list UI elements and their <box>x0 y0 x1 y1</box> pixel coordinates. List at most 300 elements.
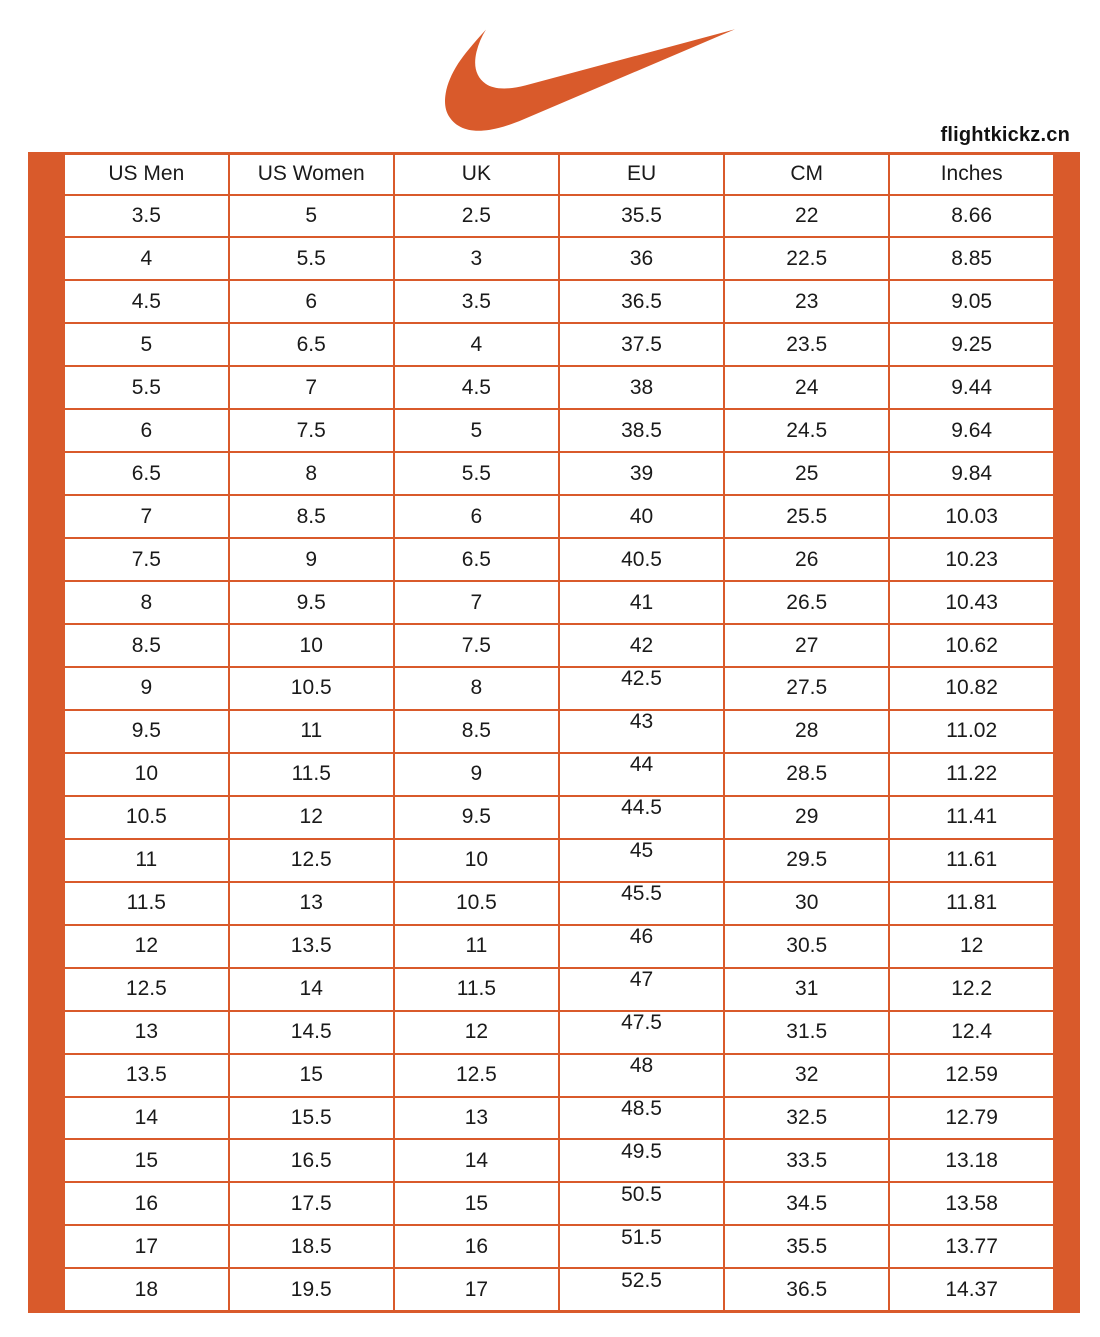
size-value: 40.5 <box>621 547 662 571</box>
size-cell <box>394 280 559 323</box>
size-cell <box>889 624 1054 667</box>
size-cell <box>64 925 229 968</box>
size-value: 23 <box>795 289 819 313</box>
size-value: 9 <box>140 676 153 700</box>
size-cell <box>64 1225 229 1268</box>
nike-swoosh-icon <box>445 24 735 136</box>
size-cell <box>559 237 724 280</box>
size-cell <box>889 538 1054 581</box>
size-cell <box>394 968 559 1011</box>
size-cell <box>889 366 1054 409</box>
size-cell <box>394 195 559 238</box>
size-value: 7.5 <box>296 418 326 442</box>
size-cell <box>889 323 1054 366</box>
size-value: 47 <box>629 968 654 992</box>
size-cell <box>724 839 889 882</box>
size-cell <box>394 1011 559 1054</box>
size-value: 7 <box>305 375 318 399</box>
size-value: 8.85 <box>951 246 993 270</box>
size-value: 9.5 <box>296 590 326 614</box>
size-cell <box>724 1225 889 1268</box>
size-cell <box>64 1054 229 1097</box>
size-value: 31.5 <box>786 1020 828 1044</box>
size-cell <box>64 667 229 710</box>
size-cell <box>724 753 889 796</box>
size-cell <box>889 195 1054 238</box>
size-value: 8 <box>140 590 153 614</box>
size-value: 14 <box>464 1148 489 1172</box>
size-value: 9.64 <box>951 418 993 442</box>
size-cell <box>559 495 724 538</box>
size-cell <box>724 968 889 1011</box>
table-header <box>64 154 1055 195</box>
size-value: 6.5 <box>296 332 326 356</box>
size-cell <box>64 882 229 925</box>
size-cell <box>394 1182 559 1225</box>
size-value: 13 <box>299 891 323 915</box>
size-value: 5.5 <box>461 461 491 485</box>
size-value: 11.5 <box>456 977 497 1001</box>
size-cell <box>64 1182 229 1225</box>
size-cell <box>64 1097 229 1140</box>
size-cell <box>229 925 394 968</box>
size-value: 36.5 <box>621 289 662 313</box>
size-value: 42.5 <box>621 667 662 691</box>
size-cell <box>64 538 229 581</box>
size-cell <box>394 237 559 280</box>
size-value: 12 <box>134 934 158 958</box>
size-cell <box>229 1054 394 1097</box>
size-value: 4.5 <box>461 375 491 399</box>
size-value: 14 <box>299 977 323 1001</box>
size-cell <box>724 452 889 495</box>
size-value: 22 <box>795 203 819 227</box>
size-cell <box>724 195 889 238</box>
size-value: 34.5 <box>786 1191 828 1215</box>
size-cell <box>64 237 229 280</box>
size-value: 11.41 <box>946 805 998 829</box>
size-cell <box>724 366 889 409</box>
size-cell <box>559 195 724 238</box>
size-cell <box>559 1054 724 1097</box>
size-cell <box>394 839 559 882</box>
size-cell <box>64 753 229 796</box>
column-header-us-women: US Women <box>229 154 394 195</box>
size-value: 38.5 <box>621 418 662 442</box>
size-cell <box>64 796 229 839</box>
size-value: 15 <box>464 1191 489 1215</box>
size-value: 11.61 <box>946 848 998 872</box>
size-cell <box>229 968 394 1011</box>
table-row <box>64 624 1055 667</box>
table-row <box>64 1268 1055 1311</box>
size-cell <box>229 581 394 624</box>
size-value: 29 <box>795 805 819 829</box>
size-value: 49.5 <box>621 1139 662 1163</box>
size-value: 10 <box>299 633 323 657</box>
size-cell <box>64 409 229 452</box>
size-cell <box>559 882 724 925</box>
size-value: 18.5 <box>290 1234 332 1258</box>
table-row <box>64 195 1055 238</box>
size-cell <box>229 710 394 753</box>
size-cell <box>559 839 724 882</box>
size-value: 22.5 <box>786 246 828 270</box>
size-value: 29.5 <box>786 848 828 872</box>
size-value: 10.23 <box>945 547 998 571</box>
size-value: 40 <box>629 504 654 528</box>
column-header-cm: CM <box>724 154 889 195</box>
column-header-us-men: US Men <box>64 154 229 195</box>
size-cell <box>724 796 889 839</box>
size-value: 9.5 <box>131 719 161 743</box>
size-value: 16 <box>134 1191 158 1215</box>
size-cell <box>889 1268 1054 1311</box>
size-cell <box>229 409 394 452</box>
size-value: 14.5 <box>290 1020 332 1044</box>
size-cell <box>229 796 394 839</box>
size-value: 11.5 <box>291 762 331 786</box>
size-value: 8 <box>305 461 318 485</box>
size-value: 10 <box>464 848 489 872</box>
size-cell <box>724 1268 889 1311</box>
size-cell <box>64 280 229 323</box>
size-cell <box>229 1097 394 1140</box>
size-cell <box>724 495 889 538</box>
size-cell <box>724 538 889 581</box>
size-cell <box>64 1268 229 1311</box>
size-cell <box>559 925 724 968</box>
size-cell <box>724 323 889 366</box>
size-cell <box>724 280 889 323</box>
table-row <box>64 882 1055 925</box>
size-value: 10.5 <box>455 891 497 915</box>
size-cell <box>559 1268 724 1311</box>
size-cell <box>64 366 229 409</box>
size-value: 10.62 <box>945 633 998 657</box>
size-value: 32.5 <box>786 1105 828 1129</box>
size-cell <box>559 366 724 409</box>
size-value: 25 <box>795 461 819 485</box>
size-cell <box>889 495 1054 538</box>
size-value: 5.5 <box>296 246 326 270</box>
size-value: 36 <box>629 246 654 270</box>
size-cell <box>559 1182 724 1225</box>
size-cell <box>889 710 1054 753</box>
size-value: 11 <box>465 934 488 958</box>
size-cell <box>394 1054 559 1097</box>
table-row <box>64 237 1055 280</box>
table-row <box>64 968 1055 1011</box>
size-cell <box>229 195 394 238</box>
table-row <box>64 452 1055 495</box>
size-value: 24 <box>795 375 819 399</box>
size-cell <box>724 1011 889 1054</box>
size-value: 5 <box>305 203 318 227</box>
table-row <box>64 538 1055 581</box>
size-cell <box>229 839 394 882</box>
size-value: 42 <box>629 633 654 657</box>
size-cell <box>64 1011 229 1054</box>
size-cell <box>229 452 394 495</box>
size-cell <box>724 925 889 968</box>
table-row <box>64 581 1055 624</box>
size-cell <box>724 409 889 452</box>
size-value: 13 <box>134 1020 158 1044</box>
size-value: 9 <box>470 762 483 786</box>
size-cell <box>64 195 229 238</box>
table-row <box>64 925 1055 968</box>
size-value: 52.5 <box>621 1268 662 1292</box>
size-value: 9.05 <box>951 289 993 313</box>
page-header <box>0 0 1100 152</box>
size-cell <box>64 323 229 366</box>
size-cell <box>889 1097 1054 1140</box>
size-value: 3.5 <box>131 203 161 227</box>
size-value: 39 <box>629 461 654 485</box>
size-value: 10.43 <box>945 590 998 614</box>
size-value: 3.5 <box>461 289 491 313</box>
table-row <box>64 796 1055 839</box>
size-cell <box>394 796 559 839</box>
size-value: 9.84 <box>951 461 993 485</box>
size-value: 12.4 <box>951 1020 993 1044</box>
size-value: 32 <box>795 1063 819 1087</box>
size-cell <box>724 1054 889 1097</box>
size-value: 31 <box>795 977 819 1001</box>
size-cell <box>394 366 559 409</box>
size-cell <box>559 968 724 1011</box>
size-cell <box>229 882 394 925</box>
size-value: 12 <box>299 805 323 829</box>
table-row <box>64 667 1055 710</box>
size-value: 14.37 <box>945 1277 998 1301</box>
size-value: 45 <box>629 839 654 863</box>
size-cell <box>889 1011 1054 1054</box>
table-row <box>64 1011 1055 1054</box>
size-value: 27 <box>795 633 819 657</box>
size-value: 48.5 <box>621 1096 662 1120</box>
size-cell <box>64 495 229 538</box>
size-value: 28.5 <box>786 762 828 786</box>
size-cell <box>889 925 1054 968</box>
size-value: 15.5 <box>290 1105 332 1129</box>
size-chart-frame <box>0 152 1100 1313</box>
table-row <box>64 1225 1055 1268</box>
size-cell <box>889 968 1054 1011</box>
size-value: 9.25 <box>951 332 993 356</box>
header-row <box>64 154 1055 195</box>
size-value: 5 <box>470 418 483 442</box>
size-cell <box>394 624 559 667</box>
size-value: 11 <box>135 848 158 872</box>
size-value: 30.5 <box>786 934 828 958</box>
size-cell <box>724 237 889 280</box>
size-value: 47.5 <box>621 1011 662 1035</box>
size-value: 9.5 <box>461 805 491 829</box>
size-value: 7 <box>470 590 483 614</box>
table-row <box>64 1139 1055 1182</box>
size-value: 37.5 <box>621 332 662 356</box>
size-cell <box>559 624 724 667</box>
size-cell <box>394 1097 559 1140</box>
size-value: 44.5 <box>621 796 662 820</box>
size-value: 10.5 <box>125 805 167 829</box>
size-value: 7.5 <box>461 633 491 657</box>
size-value: 17.5 <box>290 1191 332 1215</box>
size-value: 46 <box>629 925 654 949</box>
size-value: 27.5 <box>786 676 828 700</box>
size-cell <box>559 796 724 839</box>
size-value: 25.5 <box>786 504 828 528</box>
size-cell <box>724 1139 889 1182</box>
table-row <box>64 1097 1055 1140</box>
size-cell <box>229 1011 394 1054</box>
size-value: 8.5 <box>296 504 326 528</box>
size-value: 8.5 <box>131 633 161 657</box>
size-value: 16.5 <box>290 1148 332 1172</box>
size-value: 10.82 <box>945 676 998 700</box>
table-row <box>64 1182 1055 1225</box>
size-value: 43 <box>629 710 654 734</box>
size-value: 48 <box>629 1054 654 1078</box>
size-value: 12.5 <box>290 848 332 872</box>
size-value: 7 <box>140 504 153 528</box>
size-conversion-table <box>62 152 1056 1313</box>
size-cell <box>394 581 559 624</box>
site-name: flightkickz.cn <box>940 124 1070 146</box>
size-value: 26.5 <box>786 590 828 614</box>
size-value: 23.5 <box>786 332 828 356</box>
size-cell <box>394 1225 559 1268</box>
size-value: 24.5 <box>786 418 828 442</box>
size-value: 44 <box>629 753 654 777</box>
size-cell <box>724 710 889 753</box>
size-cell <box>559 409 724 452</box>
size-cell <box>229 1139 394 1182</box>
size-value: 14 <box>134 1105 158 1129</box>
size-cell <box>229 753 394 796</box>
size-cell <box>64 839 229 882</box>
size-value: 10.5 <box>290 676 332 700</box>
table-row <box>64 366 1055 409</box>
size-cell <box>559 1011 724 1054</box>
size-value: 33.5 <box>786 1148 828 1172</box>
table-row <box>64 323 1055 366</box>
column-header-inches: Inches <box>889 154 1054 195</box>
size-cell <box>724 882 889 925</box>
size-cell <box>559 710 724 753</box>
size-cell <box>559 667 724 710</box>
size-value: 11 <box>300 719 323 743</box>
size-value: 13.18 <box>945 1148 998 1172</box>
column-header-uk: UK <box>394 154 559 195</box>
size-value: 12.5 <box>455 1063 497 1087</box>
size-cell <box>229 495 394 538</box>
size-value: 13.77 <box>945 1234 998 1258</box>
size-value: 36.5 <box>786 1277 828 1301</box>
size-cell <box>229 237 394 280</box>
size-value: 6 <box>305 289 318 313</box>
size-cell <box>724 624 889 667</box>
size-cell <box>64 452 229 495</box>
table-row <box>64 753 1055 796</box>
size-cell <box>394 1139 559 1182</box>
size-value: 12.79 <box>945 1105 998 1129</box>
size-cell <box>394 925 559 968</box>
size-value: 11.22 <box>946 762 998 786</box>
size-value: 12 <box>464 1020 489 1044</box>
size-cell <box>889 237 1054 280</box>
size-cell <box>559 753 724 796</box>
size-value: 11.5 <box>126 891 166 915</box>
brand-logo <box>445 24 735 136</box>
size-value: 8.66 <box>951 203 993 227</box>
size-cell <box>64 968 229 1011</box>
size-value: 10.03 <box>945 504 998 528</box>
size-value: 51.5 <box>621 1225 662 1249</box>
size-cell <box>889 667 1054 710</box>
size-cell <box>724 1182 889 1225</box>
size-value: 13.5 <box>290 934 332 958</box>
size-value: 9 <box>305 547 318 571</box>
size-cell <box>889 409 1054 452</box>
size-value: 12.59 <box>945 1063 998 1087</box>
size-cell <box>394 753 559 796</box>
size-value: 19.5 <box>290 1277 332 1301</box>
size-cell <box>559 323 724 366</box>
table-row <box>64 1054 1055 1097</box>
size-cell <box>889 882 1054 925</box>
size-value: 3 <box>470 246 483 270</box>
size-cell <box>229 280 394 323</box>
left-accent-strip <box>28 152 62 1313</box>
size-cell <box>64 624 229 667</box>
size-value: 5 <box>140 332 153 356</box>
size-cell <box>229 1182 394 1225</box>
size-cell <box>394 1268 559 1311</box>
size-value: 50.5 <box>621 1182 662 1206</box>
size-cell <box>229 1225 394 1268</box>
column-header-eu: EU <box>559 154 724 195</box>
size-cell <box>724 581 889 624</box>
size-cell <box>394 882 559 925</box>
size-cell <box>889 1139 1054 1182</box>
size-cell <box>559 1139 724 1182</box>
size-value: 6 <box>470 504 483 528</box>
size-value: 45.5 <box>621 882 662 906</box>
size-cell <box>394 667 559 710</box>
size-cell <box>889 1182 1054 1225</box>
size-cell <box>889 753 1054 796</box>
size-value: 28 <box>795 719 819 743</box>
size-cell <box>559 452 724 495</box>
table-row <box>64 710 1055 753</box>
size-value: 30 <box>795 891 819 915</box>
size-value: 8.5 <box>461 719 491 743</box>
size-value: 41 <box>629 590 654 614</box>
size-value: 17 <box>464 1277 489 1301</box>
size-cell <box>394 323 559 366</box>
size-value: 16 <box>464 1234 489 1258</box>
size-value: 17 <box>134 1234 158 1258</box>
size-value: 35.5 <box>621 203 662 227</box>
table-row <box>64 280 1055 323</box>
table-row <box>64 409 1055 452</box>
size-value: 4 <box>140 246 153 270</box>
size-cell <box>889 581 1054 624</box>
size-cell <box>229 323 394 366</box>
